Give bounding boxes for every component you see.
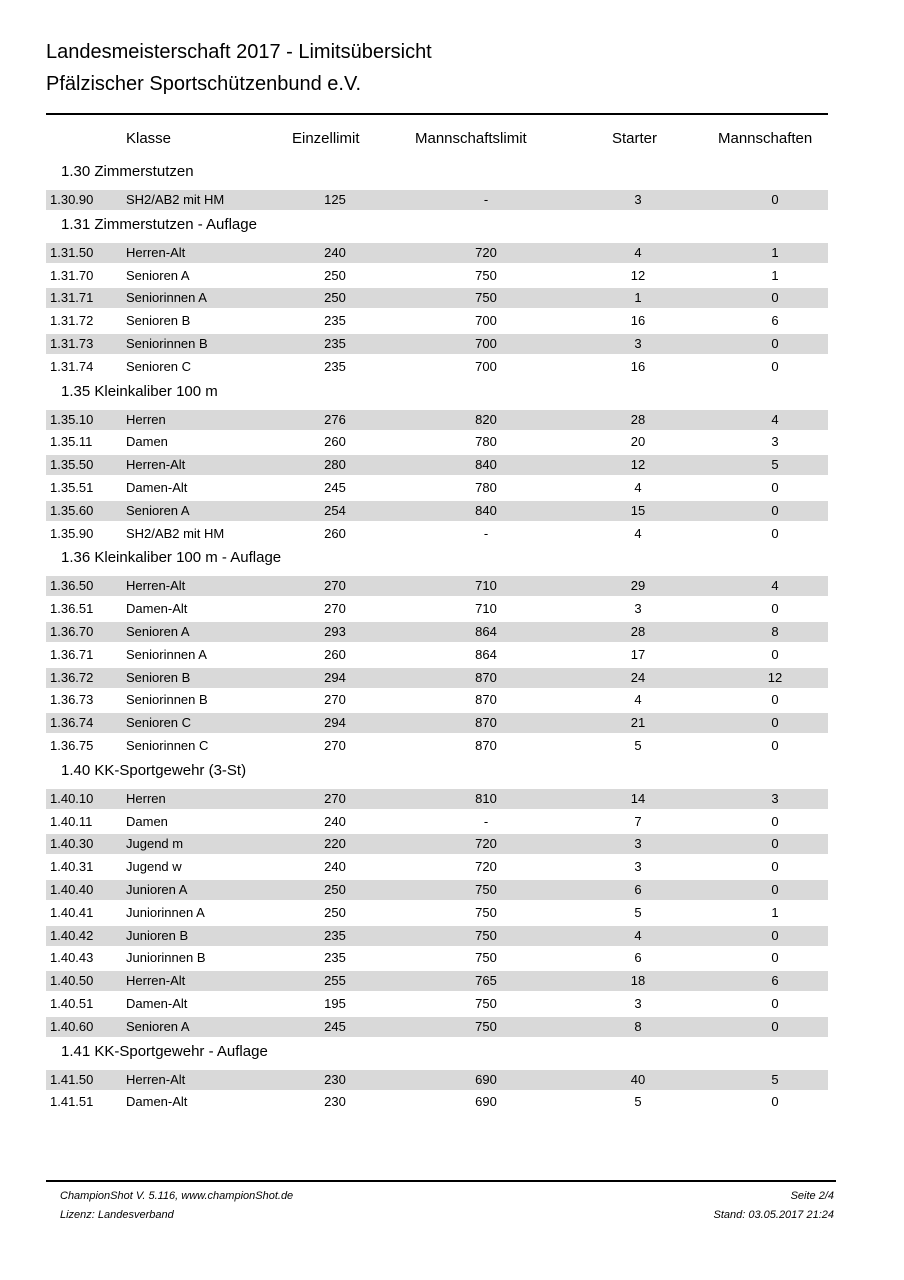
cell-klasse: Seniorinnen B xyxy=(126,336,208,351)
cell-einzellimit: 260 xyxy=(324,525,346,541)
cell-mannschaften: 0 xyxy=(771,813,779,829)
cell-starter: 24 xyxy=(630,669,646,685)
cell-klasse: Senioren B xyxy=(126,313,191,329)
cell-klasse: Herren xyxy=(126,790,166,806)
cell-code: 1.40.41 xyxy=(50,904,94,920)
cell-starter: 7 xyxy=(634,813,642,829)
cell-mannschaftslimit: 710 xyxy=(475,601,497,617)
cell-code: 1.40.40 xyxy=(50,882,94,897)
cell-mannschaftslimit: 864 xyxy=(475,646,497,662)
table-row xyxy=(46,1092,828,1112)
cell-starter: 4 xyxy=(634,525,642,541)
cell-mannschaftslimit: 720 xyxy=(475,859,497,875)
cell-einzellimit: 294 xyxy=(324,715,346,731)
cell-starter: 5 xyxy=(634,738,642,753)
cell-klasse: SH2/AB2 mit HM xyxy=(126,192,225,207)
cell-mannschaftslimit: 870 xyxy=(475,692,497,708)
footer-page-number: Seite 2/4 xyxy=(790,1190,834,1202)
cell-klasse: Senioren A xyxy=(126,1018,190,1034)
cell-code: 1.36.51 xyxy=(50,601,94,617)
section-title: 1.30 Zimmerstutzen xyxy=(61,163,194,180)
cell-einzellimit: 280 xyxy=(324,457,346,473)
cell-starter: 12 xyxy=(630,457,646,473)
cell-code: 1.31.74 xyxy=(50,358,94,374)
cell-mannschaften: 3 xyxy=(771,790,779,806)
cell-mannschaftslimit: 710 xyxy=(475,578,497,594)
cell-einzellimit: 235 xyxy=(324,950,346,966)
cell-klasse: Herren-Alt xyxy=(126,973,186,989)
cell-mannschaften: 4 xyxy=(771,578,779,594)
cell-einzellimit: 276 xyxy=(324,411,346,427)
cell-einzellimit: 235 xyxy=(324,358,346,374)
section-title: 1.40 KK-Sportgewehr (3-St) xyxy=(61,761,247,779)
table-row xyxy=(46,880,828,900)
table-row xyxy=(46,903,828,923)
cell-code: 1.31.50 xyxy=(50,244,94,260)
table-row xyxy=(46,524,828,544)
cell-mannschaften: 1 xyxy=(771,904,779,920)
cell-mannschaftslimit: 870 xyxy=(475,738,497,753)
cell-einzellimit: 235 xyxy=(324,313,346,329)
cell-klasse: Herren-Alt xyxy=(126,1071,186,1087)
cell-starter: 4 xyxy=(634,927,642,943)
table-row xyxy=(46,410,828,430)
cell-mannschaftslimit: 700 xyxy=(475,358,497,374)
cell-einzellimit: 235 xyxy=(324,927,346,943)
cell-mannschaften: 0 xyxy=(771,358,779,374)
cell-mannschaften: 0 xyxy=(771,525,779,541)
cell-code: 1.41.50 xyxy=(50,1071,94,1087)
cell-einzellimit: 294 xyxy=(324,669,346,685)
cell-mannschaftslimit: - xyxy=(483,525,489,541)
cell-klasse: Herren xyxy=(126,411,166,427)
cell-code: 1.36.50 xyxy=(50,578,94,594)
column-header-klasse: Klasse xyxy=(126,130,172,147)
cell-einzellimit: 270 xyxy=(324,738,346,753)
table-row xyxy=(46,668,828,688)
cell-code: 1.35.11 xyxy=(50,434,93,450)
cell-klasse: Jugend m xyxy=(126,836,184,852)
cell-mannschaftslimit: 690 xyxy=(475,1071,497,1087)
cell-einzellimit: 255 xyxy=(324,973,346,989)
cell-einzellimit: 270 xyxy=(324,601,346,617)
table-row xyxy=(46,190,828,210)
cell-einzellimit: 125 xyxy=(324,192,346,207)
cell-mannschaftslimit: 864 xyxy=(475,624,497,639)
cell-mannschaftslimit: 765 xyxy=(475,973,497,989)
cell-mannschaften: 1 xyxy=(771,267,779,283)
cell-einzellimit: 230 xyxy=(324,1071,346,1087)
table-row xyxy=(46,622,828,642)
cell-mannschaftslimit: 750 xyxy=(475,927,497,943)
cell-starter: 3 xyxy=(634,601,642,617)
cell-mannschaften: 0 xyxy=(771,336,779,351)
table-row xyxy=(46,1070,828,1090)
cell-mannschaften: 0 xyxy=(771,502,779,518)
cell-mannschaften: 0 xyxy=(771,715,779,731)
table-row xyxy=(46,736,828,756)
cell-starter: 3 xyxy=(634,192,642,207)
cell-einzellimit: 195 xyxy=(324,996,346,1011)
cell-mannschaften: 0 xyxy=(771,950,779,966)
cell-code: 1.36.70 xyxy=(50,624,94,639)
cell-mannschaftslimit: 690 xyxy=(475,1094,497,1110)
cell-klasse: Damen xyxy=(126,813,168,829)
cell-einzellimit: 270 xyxy=(324,578,346,594)
cell-klasse: Herren-Alt xyxy=(126,457,186,473)
cell-code: 1.30.90 xyxy=(50,192,94,207)
cell-mannschaften: 0 xyxy=(771,1094,779,1110)
cell-starter: 8 xyxy=(634,1018,642,1034)
cell-klasse: Senioren B xyxy=(126,669,191,685)
cell-starter: 6 xyxy=(634,950,642,966)
cell-mannschaftslimit: 810 xyxy=(475,790,497,806)
section-title: 1.31 Zimmerstutzen - Auflage xyxy=(61,215,257,233)
cell-starter: 5 xyxy=(634,1094,642,1110)
table-row xyxy=(46,857,828,877)
cell-code: 1.31.72 xyxy=(50,313,94,329)
table-row xyxy=(46,599,828,619)
cell-einzellimit: 250 xyxy=(324,290,346,306)
cell-mannschaftslimit: 720 xyxy=(475,244,497,260)
cell-code: 1.36.75 xyxy=(50,738,94,753)
cell-mannschaftslimit: 820 xyxy=(475,411,497,427)
cell-mannschaftslimit: 750 xyxy=(475,882,497,897)
cell-klasse: Senioren C xyxy=(126,358,192,374)
cell-code: 1.40.51 xyxy=(50,996,94,1011)
cell-starter: 3 xyxy=(634,836,642,852)
cell-mannschaftslimit: - xyxy=(483,192,489,207)
cell-mannschaften: 0 xyxy=(771,738,779,753)
table-row xyxy=(46,432,828,452)
cell-einzellimit: 245 xyxy=(324,1018,346,1034)
cell-mannschaften: 0 xyxy=(771,996,779,1011)
table-row xyxy=(46,789,828,809)
cell-klasse: Senioren C xyxy=(126,715,192,731)
table-row xyxy=(46,501,828,521)
cell-code: 1.35.51 xyxy=(50,480,94,495)
cell-starter: 29 xyxy=(630,578,646,594)
cell-code: 1.36.74 xyxy=(50,715,94,731)
cell-code: 1.36.72 xyxy=(50,669,94,685)
table-row xyxy=(46,994,828,1014)
cell-starter: 6 xyxy=(634,882,642,897)
table-row xyxy=(46,266,828,286)
cell-mannschaftslimit: - xyxy=(483,813,489,829)
cell-mannschaftslimit: 870 xyxy=(475,715,497,731)
table-row xyxy=(46,713,828,733)
table-row xyxy=(46,948,828,968)
cell-mannschaften: 0 xyxy=(771,882,779,897)
cell-klasse: SH2/AB2 mit HM xyxy=(126,525,225,541)
cell-einzellimit: 270 xyxy=(324,790,346,806)
cell-mannschaften: 0 xyxy=(771,836,779,852)
column-header-einzellimit: Einzellimit xyxy=(292,130,360,147)
cell-code: 1.31.71 xyxy=(50,290,94,306)
cell-code: 1.35.60 xyxy=(50,502,94,518)
cell-einzellimit: 220 xyxy=(324,836,346,852)
cell-klasse: Senioren A xyxy=(126,502,190,518)
table-row xyxy=(46,834,828,854)
cell-mannschaften: 5 xyxy=(771,1071,779,1087)
footer-license: Lizenz: Landesverband xyxy=(60,1209,174,1221)
cell-starter: 17 xyxy=(630,646,646,662)
section-title: 1.36 Kleinkaliber 100 m - Auflage xyxy=(61,549,282,567)
cell-mannschaften: 0 xyxy=(771,692,779,708)
cell-einzellimit: 250 xyxy=(324,882,346,897)
cell-code: 1.36.73 xyxy=(50,692,94,708)
cell-mannschaften: 3 xyxy=(771,434,779,450)
cell-code: 1.40.10 xyxy=(50,790,94,806)
cell-klasse: Senioren A xyxy=(126,267,190,283)
table-row xyxy=(46,478,828,498)
cell-mannschaftslimit: 840 xyxy=(475,502,497,518)
table-row xyxy=(46,288,828,308)
cell-starter: 3 xyxy=(634,336,642,351)
column-header-starter: Starter xyxy=(612,130,658,147)
cell-mannschaften: 6 xyxy=(771,973,779,989)
cell-starter: 4 xyxy=(634,480,642,495)
cell-mannschaften: 0 xyxy=(771,601,779,617)
table-row xyxy=(46,690,828,710)
cell-code: 1.35.10 xyxy=(50,411,94,427)
cell-klasse: Junioren A xyxy=(126,882,188,897)
cell-mannschaftslimit: 750 xyxy=(475,1018,497,1034)
cell-einzellimit: 293 xyxy=(324,624,346,639)
cell-klasse: Seniorinnen A xyxy=(126,646,207,662)
cell-einzellimit: 254 xyxy=(324,502,346,518)
table-row xyxy=(46,812,828,832)
header-divider xyxy=(46,113,828,115)
cell-starter: 3 xyxy=(634,859,642,875)
cell-klasse: Junioren B xyxy=(126,927,189,943)
cell-mannschaften: 4 xyxy=(771,411,779,427)
cell-starter: 20 xyxy=(630,434,646,450)
cell-code: 1.40.42 xyxy=(50,927,94,943)
table-row xyxy=(46,311,828,331)
table-row xyxy=(46,1017,828,1037)
cell-mannschaftslimit: 780 xyxy=(475,480,497,495)
cell-klasse: Damen-Alt xyxy=(126,1094,188,1110)
table-row xyxy=(46,334,828,354)
cell-einzellimit: 240 xyxy=(324,859,346,875)
cell-klasse: Damen-Alt xyxy=(126,480,188,495)
cell-klasse: Jugend w xyxy=(126,859,182,875)
cell-mannschaften: 0 xyxy=(771,192,779,207)
cell-mannschaftslimit: 720 xyxy=(475,836,497,852)
cell-mannschaften: 12 xyxy=(767,669,783,685)
cell-einzellimit: 250 xyxy=(324,904,346,920)
cell-klasse: Juniorinnen B xyxy=(126,950,206,966)
cell-code: 1.35.50 xyxy=(50,457,94,473)
cell-einzellimit: 240 xyxy=(324,244,346,260)
table-row xyxy=(46,357,828,377)
cell-code: 1.40.43 xyxy=(50,950,94,966)
cell-mannschaften: 0 xyxy=(771,859,779,875)
cell-klasse: Seniorinnen C xyxy=(126,738,209,753)
cell-klasse: Herren-Alt xyxy=(126,244,186,260)
cell-starter: 18 xyxy=(630,973,646,989)
cell-mannschaften: 6 xyxy=(771,313,779,329)
cell-starter: 15 xyxy=(630,502,646,518)
cell-starter: 16 xyxy=(630,358,646,374)
cell-mannschaften: 0 xyxy=(771,480,779,495)
cell-mannschaften: 0 xyxy=(771,1018,779,1034)
cell-mannschaftslimit: 700 xyxy=(475,313,497,329)
cell-einzellimit: 260 xyxy=(324,646,346,662)
table-row xyxy=(46,455,828,475)
cell-mannschaftslimit: 750 xyxy=(475,904,497,920)
cell-einzellimit: 245 xyxy=(324,480,346,495)
page-title: Landesmeisterschaft 2017 - Limitsübersicht xyxy=(46,41,432,63)
cell-starter: 3 xyxy=(634,996,642,1011)
cell-starter: 28 xyxy=(630,411,646,427)
cell-einzellimit: 240 xyxy=(324,813,346,829)
cell-code: 1.40.60 xyxy=(50,1018,94,1034)
cell-code: 1.31.73 xyxy=(50,336,94,351)
cell-mannschaftslimit: 750 xyxy=(475,996,497,1011)
footer-divider xyxy=(46,1180,836,1182)
cell-code: 1.35.90 xyxy=(50,525,94,541)
cell-einzellimit: 270 xyxy=(324,692,346,708)
cell-starter: 4 xyxy=(634,244,642,260)
cell-mannschaften: 0 xyxy=(771,927,779,943)
table-row xyxy=(46,971,828,991)
column-header-mannschaften: Mannschaften xyxy=(718,130,813,147)
cell-code: 1.40.11 xyxy=(50,813,93,829)
page-subtitle: Pfälzischer Sportschützenbund e.V. xyxy=(46,73,362,95)
cell-mannschaftslimit: 780 xyxy=(475,434,497,450)
cell-klasse: Damen-Alt xyxy=(126,601,188,617)
footer-stand: Stand: 03.05.2017 21:24 xyxy=(713,1209,834,1221)
cell-starter: 28 xyxy=(630,624,646,639)
cell-mannschaftslimit: 700 xyxy=(475,336,497,351)
cell-starter: 16 xyxy=(630,313,646,329)
cell-mannschaften: 8 xyxy=(771,624,779,639)
cell-einzellimit: 235 xyxy=(324,336,346,351)
cell-starter: 5 xyxy=(634,904,642,920)
cell-mannschaften: 1 xyxy=(771,244,779,260)
cell-starter: 40 xyxy=(630,1071,646,1087)
cell-mannschaftslimit: 840 xyxy=(475,457,497,473)
cell-einzellimit: 230 xyxy=(324,1094,346,1110)
cell-mannschaften: 0 xyxy=(771,290,779,306)
cell-mannschaften: 5 xyxy=(771,457,779,473)
cell-mannschaftslimit: 750 xyxy=(475,290,497,306)
table-row xyxy=(46,243,828,263)
cell-klasse: Juniorinnen A xyxy=(126,904,205,920)
cell-mannschaftslimit: 870 xyxy=(475,669,497,685)
cell-starter: 1 xyxy=(634,290,642,306)
table-row xyxy=(46,926,828,946)
cell-code: 1.31.70 xyxy=(50,267,94,283)
cell-starter: 14 xyxy=(630,790,646,806)
cell-starter: 21 xyxy=(630,715,646,731)
cell-code: 1.40.50 xyxy=(50,973,94,989)
cell-code: 1.36.71 xyxy=(50,646,94,662)
cell-code: 1.40.31 xyxy=(50,859,94,875)
section-title: 1.35 Kleinkaliber 100 m xyxy=(61,382,218,400)
cell-klasse: Herren-Alt xyxy=(126,578,186,594)
cell-einzellimit: 260 xyxy=(324,434,346,450)
cell-mannschaften: 0 xyxy=(771,646,779,662)
footer-software: ChampionShot V. 5.116, www.championShot.de xyxy=(60,1190,294,1202)
cell-starter: 4 xyxy=(634,692,642,708)
cell-starter: 12 xyxy=(630,267,646,283)
cell-mannschaftslimit: 750 xyxy=(475,950,497,966)
cell-klasse: Damen-Alt xyxy=(126,996,188,1011)
cell-mannschaftslimit: 750 xyxy=(475,267,497,283)
table-row xyxy=(46,576,828,596)
cell-klasse: Damen xyxy=(126,434,168,450)
cell-code: 1.41.51 xyxy=(50,1094,94,1110)
section-title: 1.41 KK-Sportgewehr - Auflage xyxy=(61,1042,268,1060)
column-header-mannschaftslimit: Mannschaftslimit xyxy=(415,130,527,147)
cell-klasse: Seniorinnen A xyxy=(126,290,207,306)
cell-klasse: Senioren A xyxy=(126,624,190,639)
cell-einzellimit: 250 xyxy=(324,267,346,283)
cell-code: 1.40.30 xyxy=(50,836,94,852)
table-row xyxy=(46,645,828,665)
cell-klasse: Seniorinnen B xyxy=(126,692,208,708)
